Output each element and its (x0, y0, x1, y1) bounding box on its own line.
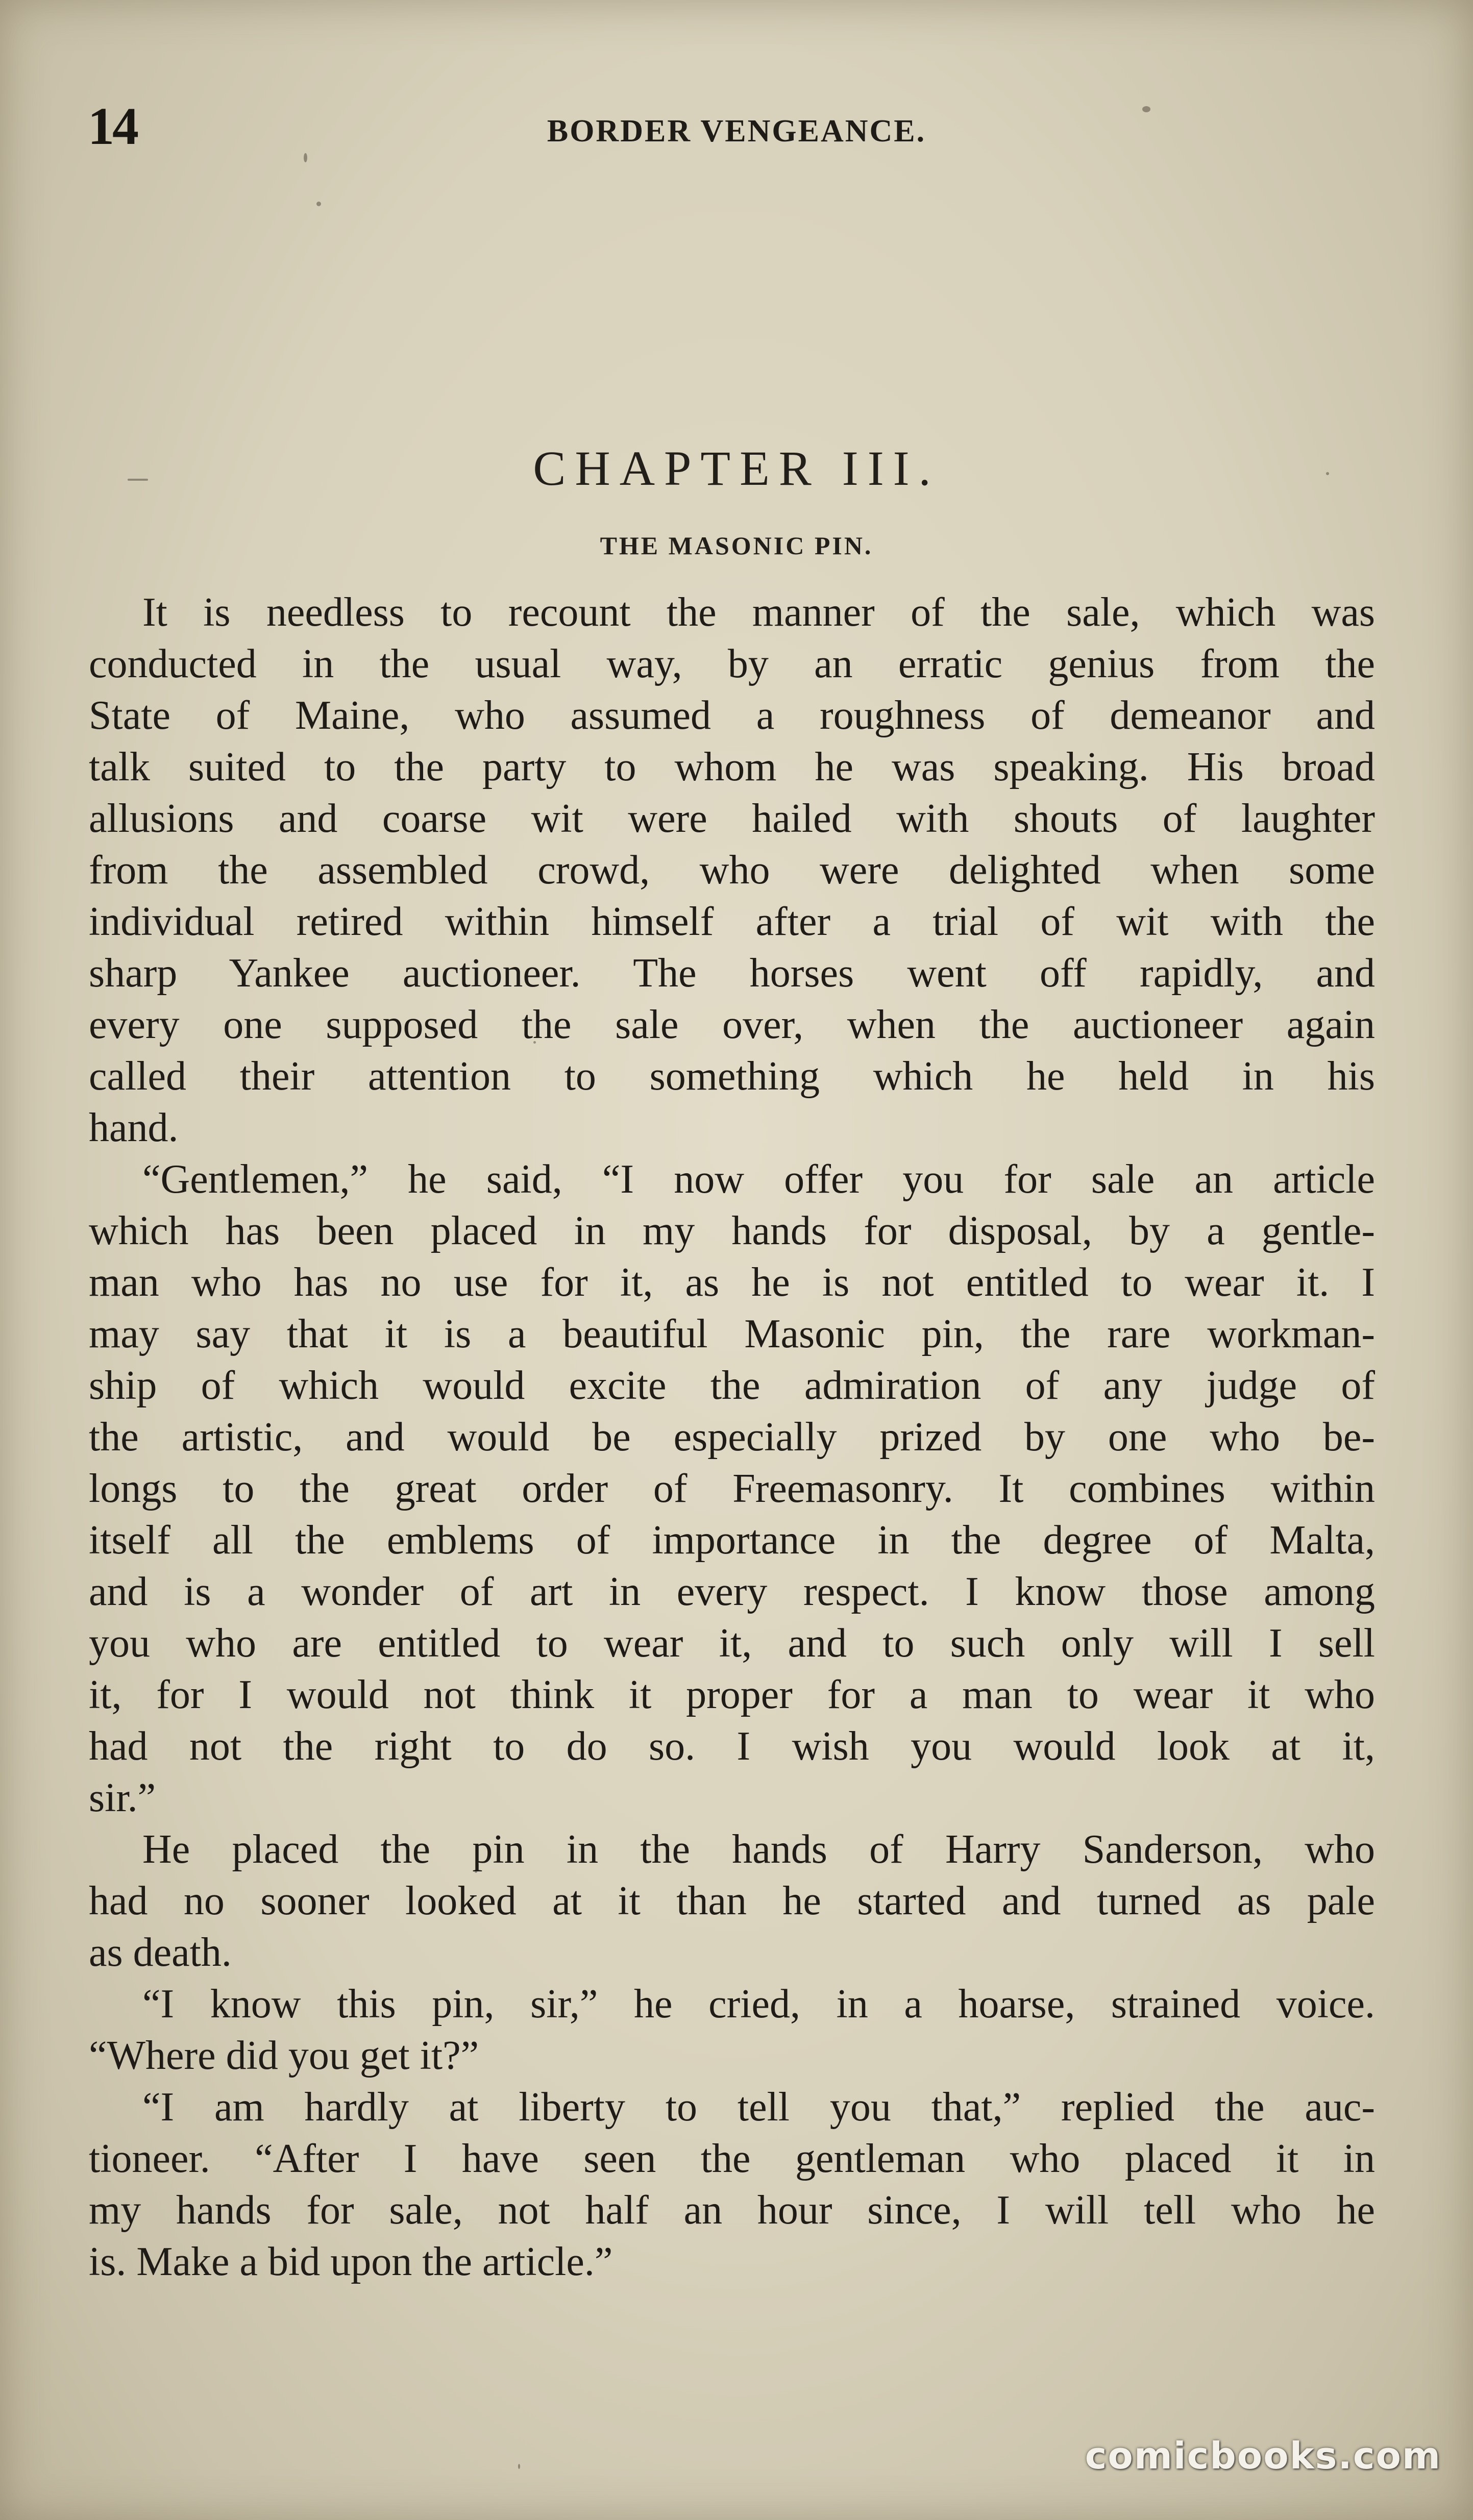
text-line: from the assembled crowd, who were delighted when some (89, 848, 1375, 893)
text-line: It is needless to recount the manner of the sale, which was (142, 590, 1375, 635)
text-line: may say that it is a beautiful Masonic pin, the rare workman- (89, 1312, 1375, 1356)
text-line: tioneer. “After I have seen the gentleman who placed it in (89, 2136, 1375, 2181)
text-line: man who has no use for it, as he is not entitled to wear it. I (89, 1260, 1375, 1305)
text-line: every one supposed the sale over, when the auctioneer again (89, 1002, 1375, 1047)
text-line: He placed the pin in the hands of Harry Sanderson, who (142, 1827, 1375, 1872)
text-line: which has been placed in my hands for disposal, by a gentle- (89, 1208, 1375, 1253)
text-line: “Gentlemen,” he said, “I now offer you for sale an article (142, 1157, 1375, 1202)
text-line: is. Make a bid upon the article.” (89, 2239, 613, 2284)
text-line: “I am hardly at liberty to tell you that,” replied the auc- (142, 2085, 1375, 2130)
text-line: “I know this pin, sir,” he cried, in a hoarse, strained voice. (142, 1982, 1375, 2027)
watermark: comicbooks.com (1085, 2434, 1441, 2477)
text-line: talk suited to the party to whom he was speaking. His broad (89, 745, 1375, 789)
paper-speck (304, 153, 307, 162)
text-line: hand. (89, 1105, 179, 1150)
text-line: allusions and coarse wit were hailed with shouts of laughter (89, 796, 1375, 841)
text-line: my hands for sale, not half an hour since, I will tell who he (89, 2188, 1375, 2233)
text-line: ship of which would excite the admiration of any judge of (89, 1363, 1375, 1408)
text-line: as death. (89, 1930, 232, 1975)
text-line: called their attention to something which he held in his (89, 1054, 1375, 1099)
chapter-subtitle: THE MASONIC PIN. (600, 531, 873, 560)
chapter-title: CHAPTER III. (533, 441, 940, 496)
text-line: you who are entitled to wear it, and to such only will I sell (89, 1621, 1375, 1666)
text-line: and is a wonder of art in every respect. I know those among (89, 1569, 1375, 1614)
running-head: BORDER VENGEANCE. (547, 114, 926, 149)
text-line: conducted in the usual way, by an erratic genius from the (89, 641, 1375, 686)
text-line: the artistic, and would be especially prized by one who be- (89, 1415, 1375, 1460)
text-line: State of Maine, who assumed a roughness of demeanor and (89, 693, 1375, 738)
text-line: “Where did you get it?” (89, 2033, 479, 2078)
body-text (89, 587, 1375, 2288)
text-line: sir.” (89, 1775, 156, 1820)
paper-speck (1142, 106, 1150, 112)
paper-speck (316, 202, 321, 206)
text-line: had no sooner looked at it than he started and turned as pale (89, 1879, 1375, 1923)
text-line: it, for I would not think it proper for a man to wear it who (89, 1672, 1375, 1717)
text-line: had not the right to do so. I wish you would look at it, (89, 1724, 1375, 1769)
page-number: 14 (88, 97, 137, 156)
text-line: itself all the emblems of importance in the degree of Malta, (89, 1518, 1375, 1563)
text-line: longs to the great order of Freemasonry. It combines within (89, 1466, 1375, 1511)
text-line: individual retired within himself after a trial of wit with the (89, 899, 1375, 944)
paper-speck (518, 2464, 520, 2469)
text-line: sharp Yankee auctioneer. The horses went off rapidly, and (89, 951, 1375, 996)
